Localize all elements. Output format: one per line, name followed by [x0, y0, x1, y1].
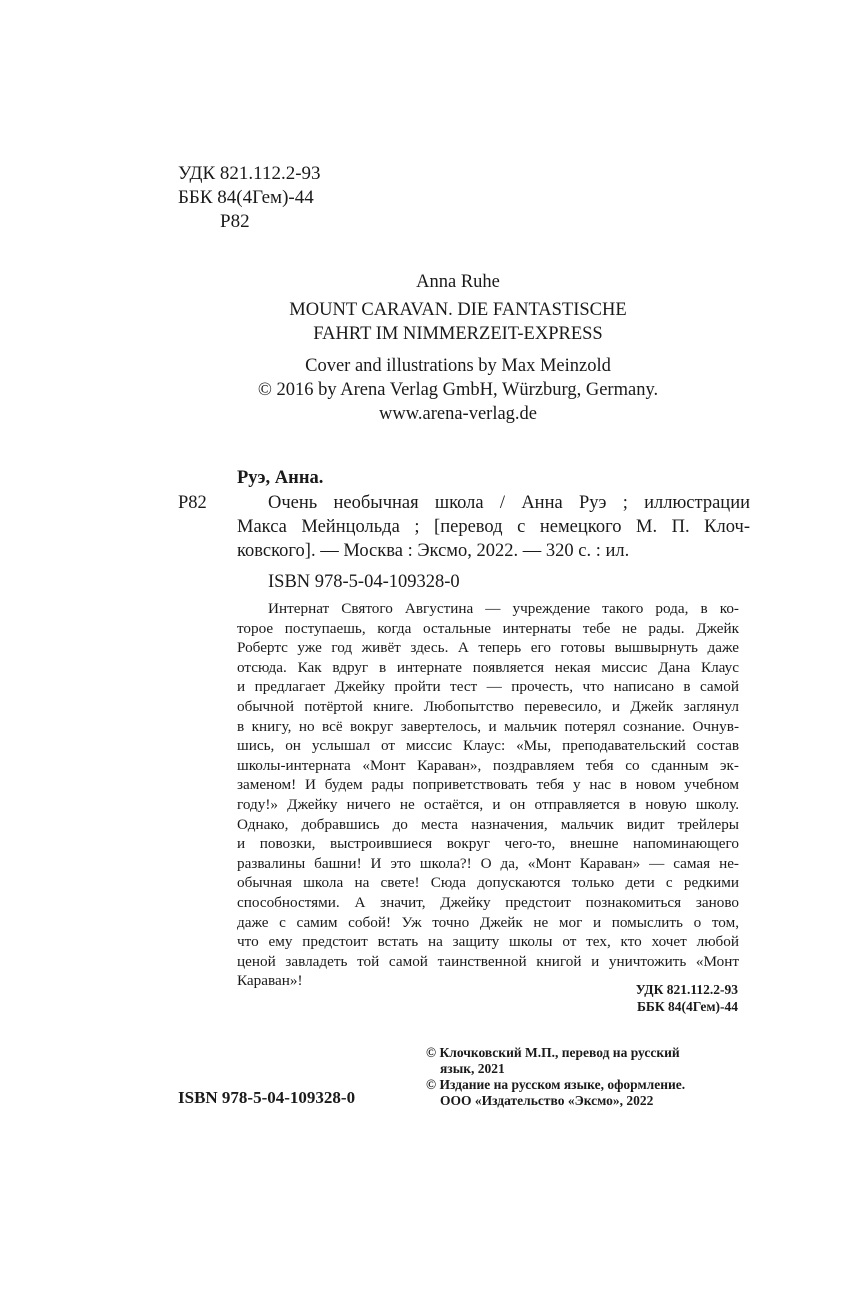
annotation-line: отсюда. Как вдруг в интернате появляется некая миссис Дана Клаус [237, 658, 739, 676]
annotation-line: школы-интерната «Монт Караван», поздравляем тебя со сданным эк- [237, 756, 739, 774]
udk-code: УДК 821.112.2-93 [178, 163, 321, 184]
original-title-line2: FAHRT IM NIMMERZEIT-EXPRESS [313, 324, 603, 344]
annotation-line: году!» Джейку ничего не остаётся, и он отправляется в новую школу. [237, 795, 739, 813]
bottom-bbk-code: ББК 84(4Гем)-44 [637, 999, 738, 1014]
biblio-sign: Р82 [178, 493, 207, 513]
credits-line2: © 2016 by Arena Verlag GmbH, Würzburg, Germany. [257, 380, 659, 400]
biblio-line1: Очень необычная школа / Анна Руэ ; иллюстрации [268, 493, 750, 513]
copyright-line4: ООО «Издательство «Эксмо», 2022 [440, 1093, 654, 1108]
biblio-line2: Макса Мейнцольда ; [перевод с немецкого М. П. Клоч- [237, 517, 750, 537]
credits-line3: www.arena-verlag.de [378, 404, 538, 424]
credits-line1: Cover and illustrations by Max Meinzold [305, 356, 611, 376]
annotation-line: шись, он услышал от миссис Клаус: «Мы, преподавательский состав [237, 737, 739, 755]
annotation-line: обычной потёртой книге. Любопытство перевесило, и Джейк заглянул [237, 697, 739, 715]
isbn-bottom: ISBN 978-5-04-109328-0 [178, 1088, 356, 1107]
annotation-line: и повозки, выстроившиеся вокруг чего-то, внешне напоминающего [237, 835, 739, 853]
copyright-line1: © Клочковский М.П., перевод на русский [426, 1045, 680, 1060]
annotation-line: обычная школа на свете! Сюда допускаются только дети с редкими [237, 874, 739, 892]
bottom-udk-code: УДК 821.112.2-93 [635, 982, 738, 997]
author-sign: Р82 [220, 211, 250, 232]
biblio-isbn: ISBN 978-5-04-109328-0 [268, 572, 460, 592]
annotation-line: торое поступаешь, когда остальные интернаты тебе не рады. Джейк [237, 619, 739, 637]
annotation-line: Караван»! [237, 972, 303, 990]
annotation-line: ценой завладеть той самой таинственной книгой и уничтожить «Монт [237, 952, 739, 970]
annotation-line: способностями. А значит, Джейку предстоит познакомиться заново [237, 893, 739, 911]
biblio-line3: ковского]. — Москва : Эксмо, 2022. — 320 с. : ил. [237, 541, 630, 561]
original-author: Anna Ruhe [416, 272, 500, 292]
copyright-line3: © Издание на русском языке, оформление. [426, 1077, 686, 1092]
annotation-line: что ему предстоит встать на защиту школы от тех, кто хочет любой [237, 933, 739, 951]
bbk-code: ББК 84(4Гем)-44 [178, 187, 314, 208]
annotation-line: даже с самим собой! Уж точно Джейк не мог и помыслить о том, [237, 913, 739, 931]
copyright-line2: язык, 2021 [440, 1061, 505, 1076]
annotation-line: развалины башни! И это школа?! О да, «Монт Караван» — самая не- [237, 854, 739, 872]
annotation-line: Интернат Святого Августина — учреждение такого рода, в ко- [268, 600, 739, 617]
annotation-line: и предлагает Джейку пройти тест — прочесть, что написано в самой [237, 678, 739, 696]
annotation-line: Однако, добравшись до места назначения, мальчик видит трейлеры [237, 815, 739, 833]
biblio-heading: Руэ, Анна. [237, 468, 324, 488]
annotation-line: в книгу, но всё вокруг завертелось, и мальчик потерял сознание. Очнув- [237, 717, 739, 735]
original-title-line1: MOUNT CARAVAN. DIE FANTASTISCHE [289, 300, 627, 320]
annotation [237, 599, 739, 991]
annotation-line: заменом! И будем рады поприветствовать тебя у нас в новом учебном [237, 776, 739, 794]
annotation-line: Робертс уже год живёт здесь. А теперь его готовы вышвырнуть даже [237, 639, 739, 657]
